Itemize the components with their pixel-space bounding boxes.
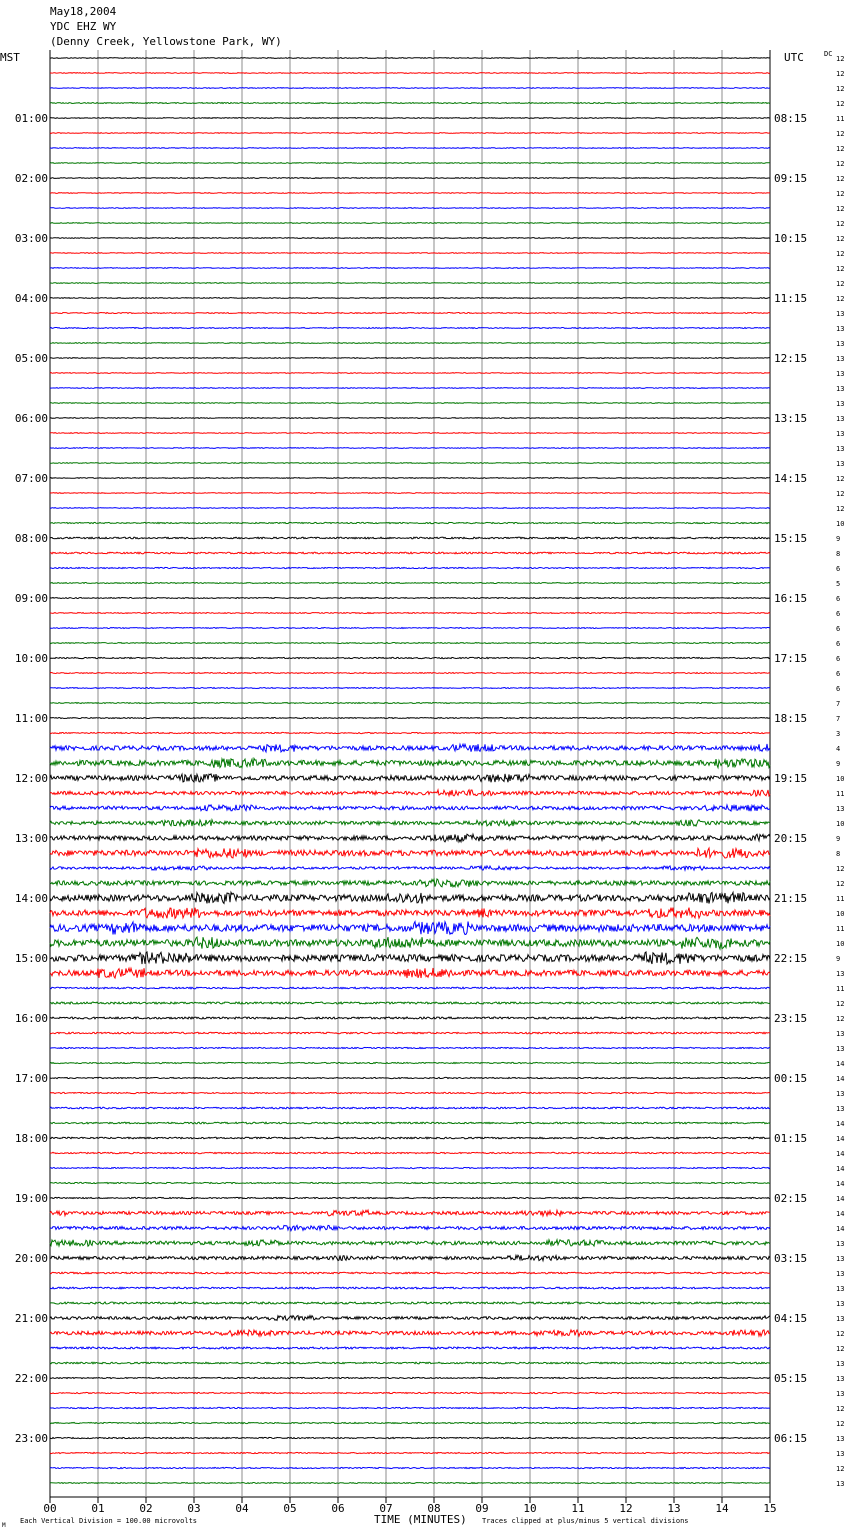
dc-offset-label: 6: [836, 565, 841, 573]
hour-label-right: 17:15: [774, 652, 808, 665]
dc-offset-label: 14: [836, 1150, 845, 1158]
hour-label-left: 13:00: [14, 832, 48, 845]
trace-line: [50, 866, 770, 870]
hour-label-right: 20:15: [774, 832, 808, 845]
dc-offset-label: 13: [836, 1090, 845, 1098]
x-tick-label: 03: [187, 1502, 201, 1515]
dc-offset-label: 13: [836, 355, 845, 363]
trace-line: [50, 1407, 770, 1408]
x-tick-label: 04: [235, 1502, 249, 1515]
dc-offset-label: 6: [836, 655, 841, 663]
dc-offset-label: 11: [836, 115, 845, 123]
trace-line: [50, 537, 770, 539]
dc-offset-label: 13: [836, 1240, 845, 1248]
trace-line: [50, 208, 770, 209]
dc-offset-label: 11: [836, 925, 845, 933]
dc-offset-label: 13: [836, 340, 845, 348]
dc-offset-label: 7: [836, 700, 841, 708]
hour-label-right: 18:15: [774, 712, 808, 725]
trace-line: [50, 58, 770, 59]
dc-offset-label: 6: [836, 685, 841, 693]
trace-line: [50, 673, 770, 674]
trace-line: [50, 937, 770, 949]
hour-label-left: 10:00: [14, 652, 48, 665]
dc-offset-label: 12: [836, 1330, 845, 1338]
dc-offset-label: 13: [836, 1255, 845, 1263]
hour-label-right: 01:15: [774, 1132, 808, 1145]
dc-offset-label: 12: [836, 1465, 845, 1473]
trace-line: [50, 732, 770, 733]
dc-offset-label: 13: [836, 460, 845, 468]
hour-label-right: 13:15: [774, 412, 808, 425]
hour-label-right: 12:15: [774, 352, 808, 365]
trace-line: [50, 283, 770, 284]
dc-offset-label: 13: [836, 415, 845, 423]
dc-offset-label: 13: [836, 1030, 845, 1038]
dc-offset-label: 12: [836, 490, 845, 498]
dc-offset-label: 12: [836, 100, 845, 108]
trace-line: [50, 1467, 770, 1468]
trace-line: [50, 703, 770, 704]
trace-line: [50, 1287, 770, 1289]
trace-line: [50, 238, 770, 239]
dc-offset-label: 13: [836, 1300, 845, 1308]
trace-line: [50, 1316, 770, 1321]
dc-offset-label: 12: [836, 85, 845, 93]
trace-line: [50, 1152, 770, 1153]
dc-offset-label: 8: [836, 850, 841, 858]
trace-line: [50, 88, 770, 89]
trace-line: [50, 1137, 770, 1139]
scale-note: Each Vertical Division = 100.00 microvolts: [20, 1517, 198, 1525]
trace-line: [50, 1107, 770, 1109]
hour-label-left: 11:00: [14, 712, 48, 725]
dc-offset-label: 12: [836, 1345, 845, 1353]
trace-line: [50, 744, 770, 752]
trace-line: [50, 1392, 770, 1393]
hour-label-right: 21:15: [774, 892, 808, 905]
chart-location: (Denny Creek, Yellowstone Park, WY): [50, 35, 282, 48]
trace-line: [50, 1302, 770, 1304]
trace-line: [50, 848, 770, 858]
hour-label-left: 08:00: [14, 532, 48, 545]
x-tick-label: 01: [91, 1502, 105, 1515]
dc-offset-label: 6: [836, 625, 841, 633]
trace-line: [50, 478, 770, 479]
hour-label-right: 06:15: [774, 1432, 808, 1445]
dc-offset-label: 13: [836, 430, 845, 438]
trace-line: [50, 298, 770, 299]
dc-offset-label: 6: [836, 670, 841, 678]
hour-label-left: 19:00: [14, 1192, 48, 1205]
trace-line: [50, 1225, 770, 1230]
trace-line: [50, 1197, 770, 1198]
trace-line: [50, 103, 770, 104]
hour-label-left: 06:00: [14, 412, 48, 425]
chart-station: YDC EHZ WY: [50, 20, 117, 33]
trace-line: [50, 1122, 770, 1124]
dc-offset-label: 13: [836, 310, 845, 318]
hour-label-right: 02:15: [774, 1192, 808, 1205]
trace-line: [50, 1167, 770, 1168]
trace-line: [50, 1182, 770, 1183]
dc-offset-label: 12: [836, 250, 845, 258]
dc-offset-label: 12: [836, 505, 845, 513]
dc-offset-label: 12: [836, 130, 845, 138]
dc-offset-label: 13: [836, 1270, 845, 1278]
trace-line: [50, 598, 770, 599]
trace-line: [50, 133, 770, 134]
dc-offset-label: 12: [836, 265, 845, 273]
dc-offset-header: DC: [824, 50, 833, 58]
dc-offset-label: 13: [836, 1360, 845, 1368]
x-tick-label: 06: [331, 1502, 345, 1515]
dc-offset-label: 12: [836, 190, 845, 198]
dc-offset-label: 13: [836, 1390, 845, 1398]
dc-offset-label: 13: [836, 445, 845, 453]
hour-label-left: 07:00: [14, 472, 48, 485]
dc-offset-label: 13: [836, 1375, 845, 1383]
hour-label-right: 09:15: [774, 172, 808, 185]
x-tick-label: 07: [379, 1502, 393, 1515]
trace-line: [50, 805, 770, 811]
dc-offset-label: 8: [836, 550, 841, 558]
dc-offset-label: 12: [836, 865, 845, 873]
left-timezone-label: MST: [0, 51, 20, 64]
chart-date: May18,2004: [50, 5, 117, 18]
dc-offset-label: 12: [836, 295, 845, 303]
trace-line: [50, 493, 770, 494]
trace-line: [50, 908, 770, 919]
dc-offset-label: 14: [836, 1180, 845, 1188]
hour-label-right: 10:15: [774, 232, 808, 245]
dc-offset-label: 6: [836, 640, 841, 648]
trace-line: [50, 1002, 770, 1004]
hour-label-right: 05:15: [774, 1372, 808, 1385]
hour-label-right: 22:15: [774, 952, 808, 965]
trace-line: [50, 613, 770, 614]
x-tick-label: 15: [763, 1502, 777, 1515]
dc-offset-label: 12: [836, 1015, 845, 1023]
dc-offset-label: 14: [836, 1165, 845, 1173]
x-tick-label: 12: [619, 1502, 633, 1515]
dc-offset-label: 7: [836, 715, 841, 723]
hour-label-right: 16:15: [774, 592, 808, 605]
dc-offset-label: 12: [836, 175, 845, 183]
dc-offset-label: 9: [836, 535, 841, 543]
hour-label-left: 05:00: [14, 352, 48, 365]
hour-label-right: 08:15: [774, 112, 808, 125]
trace-line: [50, 433, 770, 434]
dc-offset-label: 13: [836, 1450, 845, 1458]
hour-label-left: 21:00: [14, 1312, 48, 1325]
axis-labels: [15, 55, 845, 1515]
dc-offset-label: 10: [836, 520, 845, 528]
dc-offset-label: 12: [836, 220, 845, 228]
dc-offset-label: 14: [836, 1210, 845, 1218]
x-tick-label: 05: [283, 1502, 297, 1515]
trace-line: [50, 922, 770, 935]
hour-label-left: 17:00: [14, 1072, 48, 1085]
hour-label-right: 15:15: [774, 532, 808, 545]
dc-offset-label: 13: [836, 400, 845, 408]
hour-label-right: 00:15: [774, 1072, 808, 1085]
trace-line: [50, 583, 770, 584]
dc-offset-label: 12: [836, 55, 845, 63]
trace-line: [50, 1437, 770, 1438]
dc-offset-label: 6: [836, 610, 841, 618]
trace-line: [50, 163, 770, 164]
trace-line: [50, 774, 770, 782]
dc-offset-label: 14: [836, 1225, 845, 1233]
dc-offset-label: 14: [836, 1060, 845, 1068]
trace-line: [50, 508, 770, 509]
dc-offset-label: 10: [836, 940, 845, 948]
dc-offset-label: 14: [836, 1135, 845, 1143]
trace-line: [50, 987, 770, 989]
trace-line: [50, 643, 770, 644]
dc-offset-label: 13: [836, 1315, 845, 1323]
trace-line: [50, 1077, 770, 1078]
trace-line: [50, 73, 770, 74]
dc-offset-label: 13: [836, 1435, 845, 1443]
dc-offset-label: 13: [836, 1480, 845, 1488]
hour-label-left: 03:00: [14, 232, 48, 245]
dc-offset-label: 10: [836, 820, 845, 828]
dc-offset-label: 3: [836, 730, 841, 738]
clip-note: Traces clipped at plus/minus 5 vertical divisions: [482, 1517, 689, 1525]
hour-label-right: 19:15: [774, 772, 808, 785]
dc-offset-label: 12: [836, 475, 845, 483]
trace-line: [50, 358, 770, 359]
trace-line: [50, 892, 770, 903]
trace-line: [50, 758, 770, 767]
trace-line: [50, 253, 770, 254]
dc-offset-label: 14: [836, 1075, 845, 1083]
trace-line: [50, 952, 770, 964]
trace-line: [50, 148, 770, 149]
trace-line: [50, 790, 770, 796]
trace-line: [50, 268, 770, 269]
trace-line: [50, 1032, 770, 1034]
dc-offset-label: 5: [836, 580, 841, 588]
trace-line: [50, 193, 770, 194]
trace-line: [50, 1347, 770, 1349]
trace-line: [50, 1362, 770, 1364]
trace-line: [50, 1483, 770, 1484]
hour-label-right: 04:15: [774, 1312, 808, 1325]
trace-line: [50, 223, 770, 224]
dc-offset-label: 4: [836, 745, 841, 753]
x-axis-title: TIME (MINUTES): [374, 1513, 467, 1526]
dc-offset-label: 12: [836, 1000, 845, 1008]
x-tick-label: 14: [715, 1502, 729, 1515]
hour-label-left: 14:00: [14, 892, 48, 905]
dc-offset-label: 14: [836, 1195, 845, 1203]
dc-offset-label: 12: [836, 70, 845, 78]
trace-line: [50, 373, 770, 374]
dc-offset-label: 11: [836, 895, 845, 903]
trace-line: [50, 463, 770, 464]
trace-line: [50, 820, 770, 826]
trace-line: [50, 567, 770, 568]
dc-offset-label: 13: [836, 1285, 845, 1293]
trace-line: [50, 343, 770, 344]
dc-offset-label: 12: [836, 160, 845, 168]
dc-offset-label: 14: [836, 1120, 845, 1128]
dc-offset-label: 9: [836, 760, 841, 768]
trace-line: [50, 1452, 770, 1453]
trace-line: [50, 1017, 770, 1019]
hour-label-right: 23:15: [774, 1012, 808, 1025]
dc-offset-label: 12: [836, 1420, 845, 1428]
hour-label-left: 15:00: [14, 952, 48, 965]
trace-line: [50, 1330, 770, 1336]
x-tick-label: 08: [427, 1502, 441, 1515]
hour-label-right: 11:15: [774, 292, 808, 305]
hour-label-left: 16:00: [14, 1012, 48, 1025]
trace-line: [50, 657, 770, 658]
hour-label-left: 09:00: [14, 592, 48, 605]
trace-line: [50, 388, 770, 389]
x-tick-label: 13: [667, 1502, 681, 1515]
trace-line: [50, 328, 770, 329]
hour-label-left: 01:00: [14, 112, 48, 125]
seismic-traces: [50, 58, 770, 1484]
hour-label-left: 04:00: [14, 292, 48, 305]
dc-offset-label: 13: [836, 385, 845, 393]
dc-offset-label: 13: [836, 805, 845, 813]
dc-offset-label: 11: [836, 790, 845, 798]
right-timezone-label: UTC: [784, 51, 804, 64]
x-tick-label: 10: [523, 1502, 537, 1515]
trace-line: [50, 448, 770, 449]
trace-line: [50, 1272, 770, 1274]
dc-offset-label: 13: [836, 970, 845, 978]
corner-mark: M: [2, 1522, 6, 1529]
trace-line: [50, 418, 770, 419]
dc-offset-label: 10: [836, 910, 845, 918]
trace-line: [50, 522, 770, 523]
x-tick-label: 09: [475, 1502, 489, 1515]
dc-offset-label: 12: [836, 280, 845, 288]
trace-line: [50, 1240, 770, 1246]
dc-offset-label: 12: [836, 880, 845, 888]
hour-label-right: 03:15: [774, 1252, 808, 1265]
dc-offset-label: 13: [836, 370, 845, 378]
trace-line: [50, 1092, 770, 1093]
trace-line: [50, 718, 770, 719]
hour-label-right: 14:15: [774, 472, 808, 485]
trace-line: [50, 968, 770, 978]
dc-offset-label: 9: [836, 955, 841, 963]
hour-label-left: 12:00: [14, 772, 48, 785]
hour-label-left: 20:00: [14, 1252, 48, 1265]
trace-line: [50, 313, 770, 314]
dc-offset-label: 12: [836, 1405, 845, 1413]
trace-line: [50, 1047, 770, 1048]
trace-line: [50, 403, 770, 404]
trace-line: [50, 1422, 770, 1423]
trace-line: [50, 834, 770, 842]
trace-line: [50, 628, 770, 629]
dc-offset-label: 11: [836, 985, 845, 993]
dc-offset-label: 12: [836, 205, 845, 213]
trace-line: [50, 178, 770, 179]
trace-line: [50, 1255, 770, 1260]
trace-line: [50, 688, 770, 689]
trace-line: [50, 1377, 770, 1378]
hour-label-left: 18:00: [14, 1132, 48, 1145]
dc-offset-label: 12: [836, 145, 845, 153]
dc-offset-label: 13: [836, 325, 845, 333]
dc-offset-label: 12: [836, 235, 845, 243]
hour-label-left: 22:00: [14, 1372, 48, 1385]
trace-line: [50, 1210, 770, 1216]
dc-offset-label: 13: [836, 1105, 845, 1113]
dc-offset-label: 6: [836, 595, 841, 603]
hour-label-left: 23:00: [14, 1432, 48, 1445]
dc-offset-label: 9: [836, 835, 841, 843]
dc-offset-label: 13: [836, 1045, 845, 1053]
x-tick-label: 00: [43, 1502, 57, 1515]
trace-line: [50, 879, 770, 887]
trace-line: [50, 1062, 770, 1063]
x-tick-label: 02: [139, 1502, 153, 1515]
x-tick-label: 11: [571, 1502, 585, 1515]
trace-line: [50, 118, 770, 119]
dc-offset-label: 10: [836, 775, 845, 783]
hour-label-left: 02:00: [14, 172, 48, 185]
trace-line: [50, 552, 770, 554]
